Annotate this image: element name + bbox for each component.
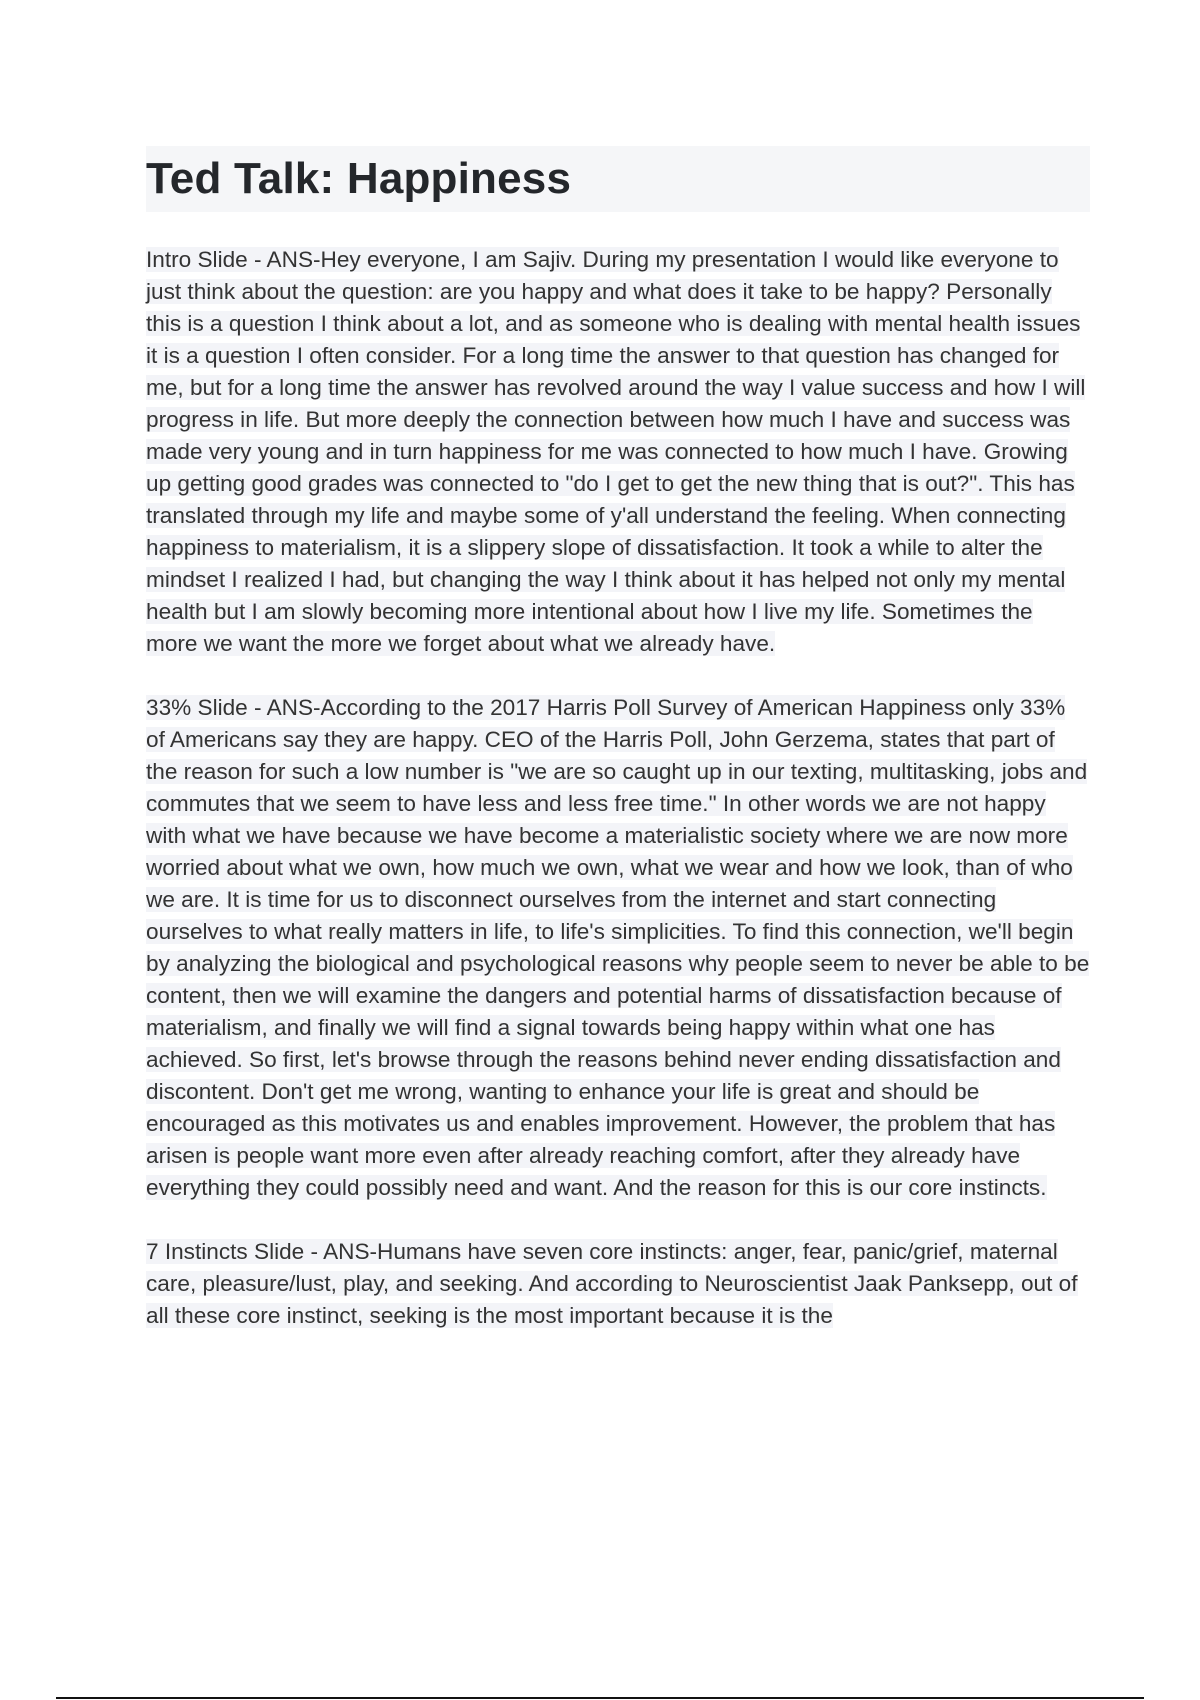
- paragraph-33-percent-slide: [146, 692, 1090, 1204]
- page-bottom-divider: [56, 1697, 1144, 1699]
- paragraph-text: 7 Instincts Slide - ANS-Humans have seven core instincts: anger, fear, panic/grief, maternal care, pleasure/lust, play, and seeking. And according to Neuroscientist Jaak Panksepp, out of all these core instinct, seeking is the most important because it is the: [146, 1239, 1078, 1328]
- page-title: Ted Talk: Happiness: [146, 154, 572, 203]
- paragraph-intro-slide: [146, 244, 1090, 660]
- paragraph-text: Intro Slide - ANS-Hey everyone, I am Sajiv. During my presentation I would like everyone to just think about the question: are you happy and what does it take to be happy? Personally this is a question I think about a lot, and as someone who is dealing with mental health issues it is a question I often consider. For a long time the answer to that question has changed for me, but for a long time the answer has revolved around the way I value success and how I will progress in life. But more deeply the connection between how much I have and success was made very young and in turn happiness for me was connected to how much I have. Growing up getting good grades was connected to "do I get to get the new thing that is out?". This has translated through my life and maybe some of y'all understand the feeling. When connecting happiness to materialism, it is a slippery slope of dissatisfaction. It took a while to alter the mindset I realized I had, but changing the way I think about it has helped not only my mental health but I am slowly becoming more intentional about how I live my life. Sometimes the more we want the more we forget about what we already have.: [146, 247, 1086, 656]
- paragraph-text: 33% Slide - ANS-According to the 2017 Harris Poll Survey of American Happiness only 33% of Americans say they are happy. CEO of the Harris Poll, John Gerzema, states that part of the reason for such a low number is "we are so caught up in our texting, multitasking, jobs and commutes that we seem to have less and less free time." In other words we are not happy with what we have because we have become a materialistic society where we are now more worried about what we own, how much we own, what we wear and how we look, than of who we are. It is time for us to disconnect ourselves from the internet and start connecting ourselves to what really matters in life, to life's simplicities. To find this connection, we'll begin by analyzing the biological and psychological reasons why people seem to never be able to be content, then we will examine the dangers and potential harms of dissatisfaction because of materialism, and finally we will find a signal towards being happy within what one has achieved. So first, let's browse through the reasons behind never ending dissatisfaction and discontent. Don't get me wrong, wanting to enhance your life is great and should be encouraged as this motivates us and enables improvement. However, the problem that has arisen is people want more even after already reaching comfort, after they already have everything they could possibly need and want. And the reason for this is our core instincts.: [146, 695, 1090, 1200]
- document-body: [146, 244, 1090, 1364]
- paragraph-7-instincts-slide: [146, 1236, 1090, 1332]
- title-block: [146, 146, 1090, 212]
